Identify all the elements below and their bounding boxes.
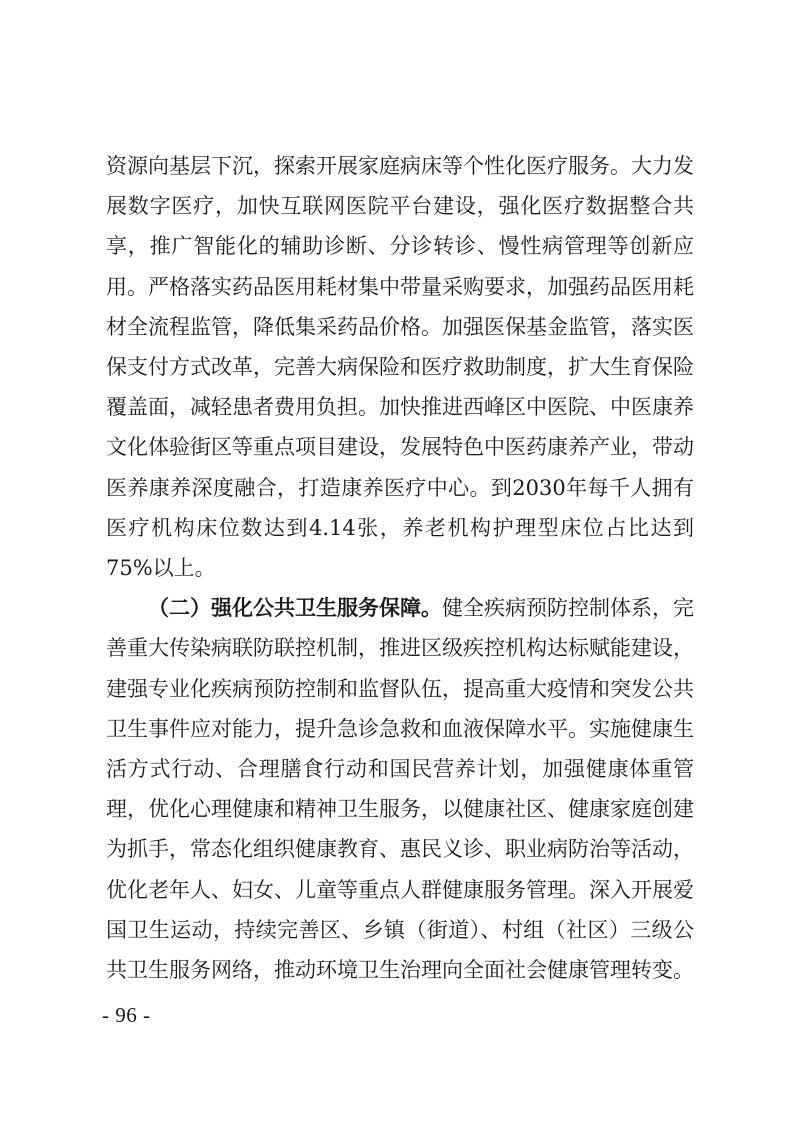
section-heading: （二）强化公共卫生服务保障。: [148, 595, 442, 621]
paragraph-1: 资源向基层下沉，探索开展家庭病床等个性化医疗服务。大力发展数字医疗，加快互联网医院平台建设，强化医疗数据整合共享，推广智能化的辅助诊断、分诊转诊、慢性病管理等创新应用。严格落实药品医用耗材集中带量采购要求，加强药品医用耗材全流程监管，降低集采药品价格。加强医保基金监管，落实医保支付方式改革，完善大病保险和医疗救助制度，扩大生育保险覆盖面，减轻患者费用负担。加快推进西峰区中医院、中医康养文化体验街区等重点项目建设，发展特色中医药康养产业，带动医养康养深度融合，打造康养医疗中心。到2030年每千人拥有医疗机构床位数达到4.14张，养老机构护理型床位占比达到75%以上。: [106, 154, 694, 581]
paragraph-2: [106, 588, 694, 990]
page-number: - 96 -: [102, 1003, 151, 1027]
paragraph-2-body: 健全疾病预防控制体系，完善重大传染病联防联控机制，推进区级疾控机构达标赋能建设，建强专业化疾病预防控制和监督队伍，提高重大疫情和突发公共卫生事件应对能力，提升急诊急救和血液保障水平。实施健康生活方式行动、合理膳食行动和国民营养计划，加强健康体重管理，优化心理健康和精神卫生服务，以健康社区、健康家庭创建为抓手，常态化组织健康教育、惠民义诊、职业病防治等活动，优化老年人、妇女、儿童等重点人群健康服务管理。深入开展爱国卫生运动，持续完善区、乡镇（街道）、村组（社区）三级公共卫生服务网络，推动环境卫生治理向全面社会健康管理转变。: [106, 596, 694, 983]
body-text: [106, 146, 694, 990]
